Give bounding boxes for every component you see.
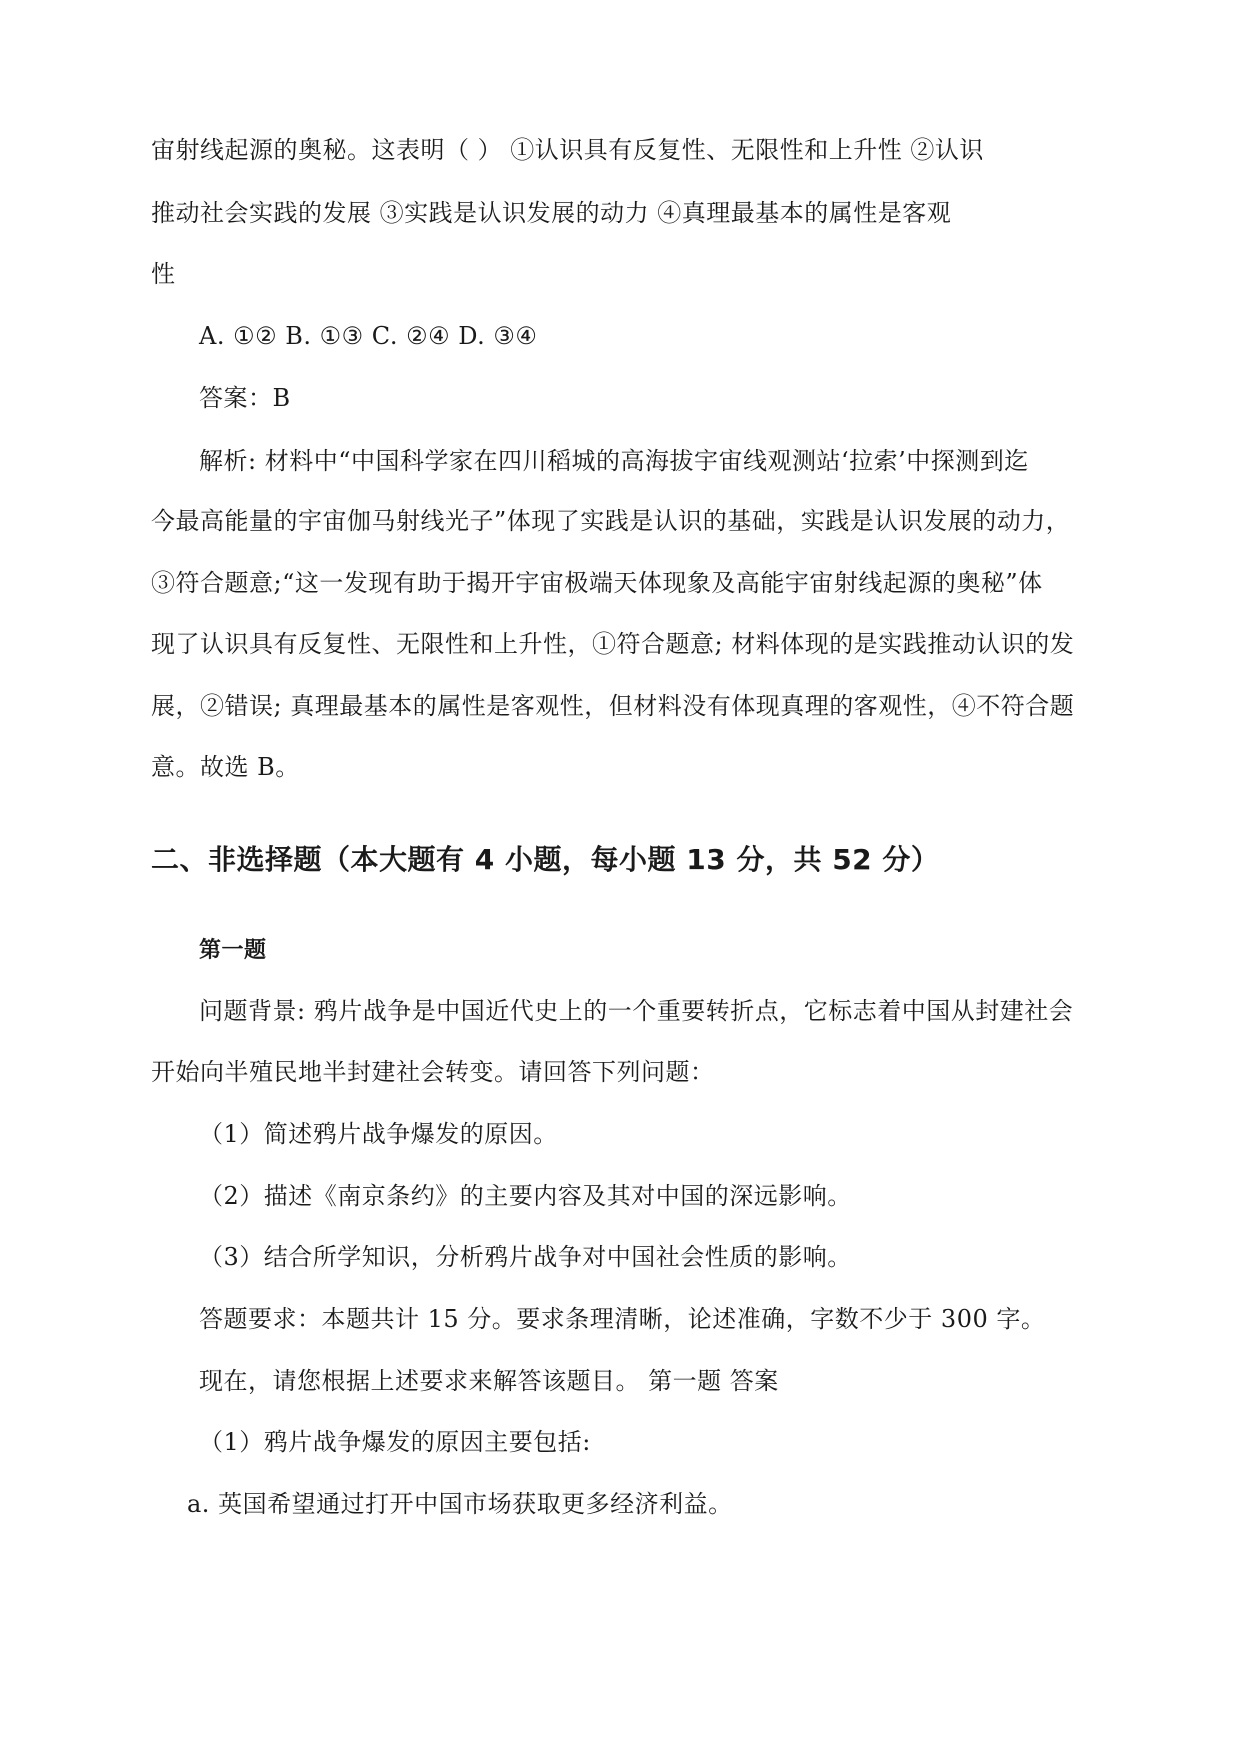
question-continuation-line-2: 推动社会实践的发展 ③实践是认识发展的动力 ④真理最基本的属性是客观 bbox=[151, 199, 952, 227]
answer-requirements: 答题要求：本题共计 15 分。要求条理清晰，论述准确，字数不少于 300 字。 bbox=[199, 1305, 1046, 1333]
sub-question-2: （2）描述《南京条约》的主要内容及其对中国的深远影响。 bbox=[199, 1182, 852, 1210]
answer-point-a: a. 英国希望通过打开中国市场获取更多经济利益。 bbox=[187, 1490, 733, 1518]
background-line-2: 开始向半殖民地半封建社会转变。请回答下列问题： bbox=[151, 1058, 715, 1086]
answer-instruction: 现在，请您根据上述要求来解答该题目。 第一题 答案 bbox=[199, 1367, 779, 1395]
answer-intro: （1）鸦片战争爆发的原因主要包括: bbox=[199, 1428, 591, 1456]
answer-line: 答案：B bbox=[199, 384, 291, 412]
question-title: 第一题 bbox=[199, 938, 267, 963]
analysis-line-5: 展，②错误; 真理最基本的属性是客观性，但材料没有体现真理的客观性，④不符合题 bbox=[151, 692, 1075, 720]
question-continuation-line-1: 宙射线起源的奥秘。这表明（ ） ①认识具有反复性、无限性和上升性 ②认识 bbox=[151, 136, 984, 164]
answer-options: A. ①② B. ①③ C. ②④ D. ③④ bbox=[199, 322, 538, 350]
analysis-line-3: ③符合题意;“这一发现有助于揭开宇宙极端天体现象及高能宇宙射线起源的奥秘”体 bbox=[151, 569, 1043, 597]
analysis-line-1: 解析: 材料中“中国科学家在四川稻城的高海拔宇宙线观测站‘拉索’中探测到迄 bbox=[199, 447, 1029, 475]
question-continuation-line-3: 性 bbox=[151, 260, 176, 288]
sub-question-1: （1）简述鸦片战争爆发的原因。 bbox=[199, 1120, 558, 1148]
section-heading: 二、非选择题（本大题有 4 小题，每小题 13 分，共 52 分） bbox=[151, 843, 940, 876]
analysis-line-6: 意。故选 B。 bbox=[151, 753, 300, 781]
analysis-line-2: 今最高能量的宇宙伽马射线光子”体现了实践是认识的基础，实践是认识发展的动力， bbox=[151, 507, 1071, 535]
analysis-line-4: 现了认识具有反复性、无限性和上升性，①符合题意; 材料体现的是实践推动认识的发 bbox=[151, 630, 1075, 658]
background-line-1: 问题背景: 鸦片战争是中国近代史上的一个重要转折点，它标志着中国从封建社会 bbox=[199, 997, 1074, 1025]
sub-question-3: （3）结合所学知识，分析鸦片战争对中国社会性质的影响。 bbox=[199, 1243, 852, 1271]
